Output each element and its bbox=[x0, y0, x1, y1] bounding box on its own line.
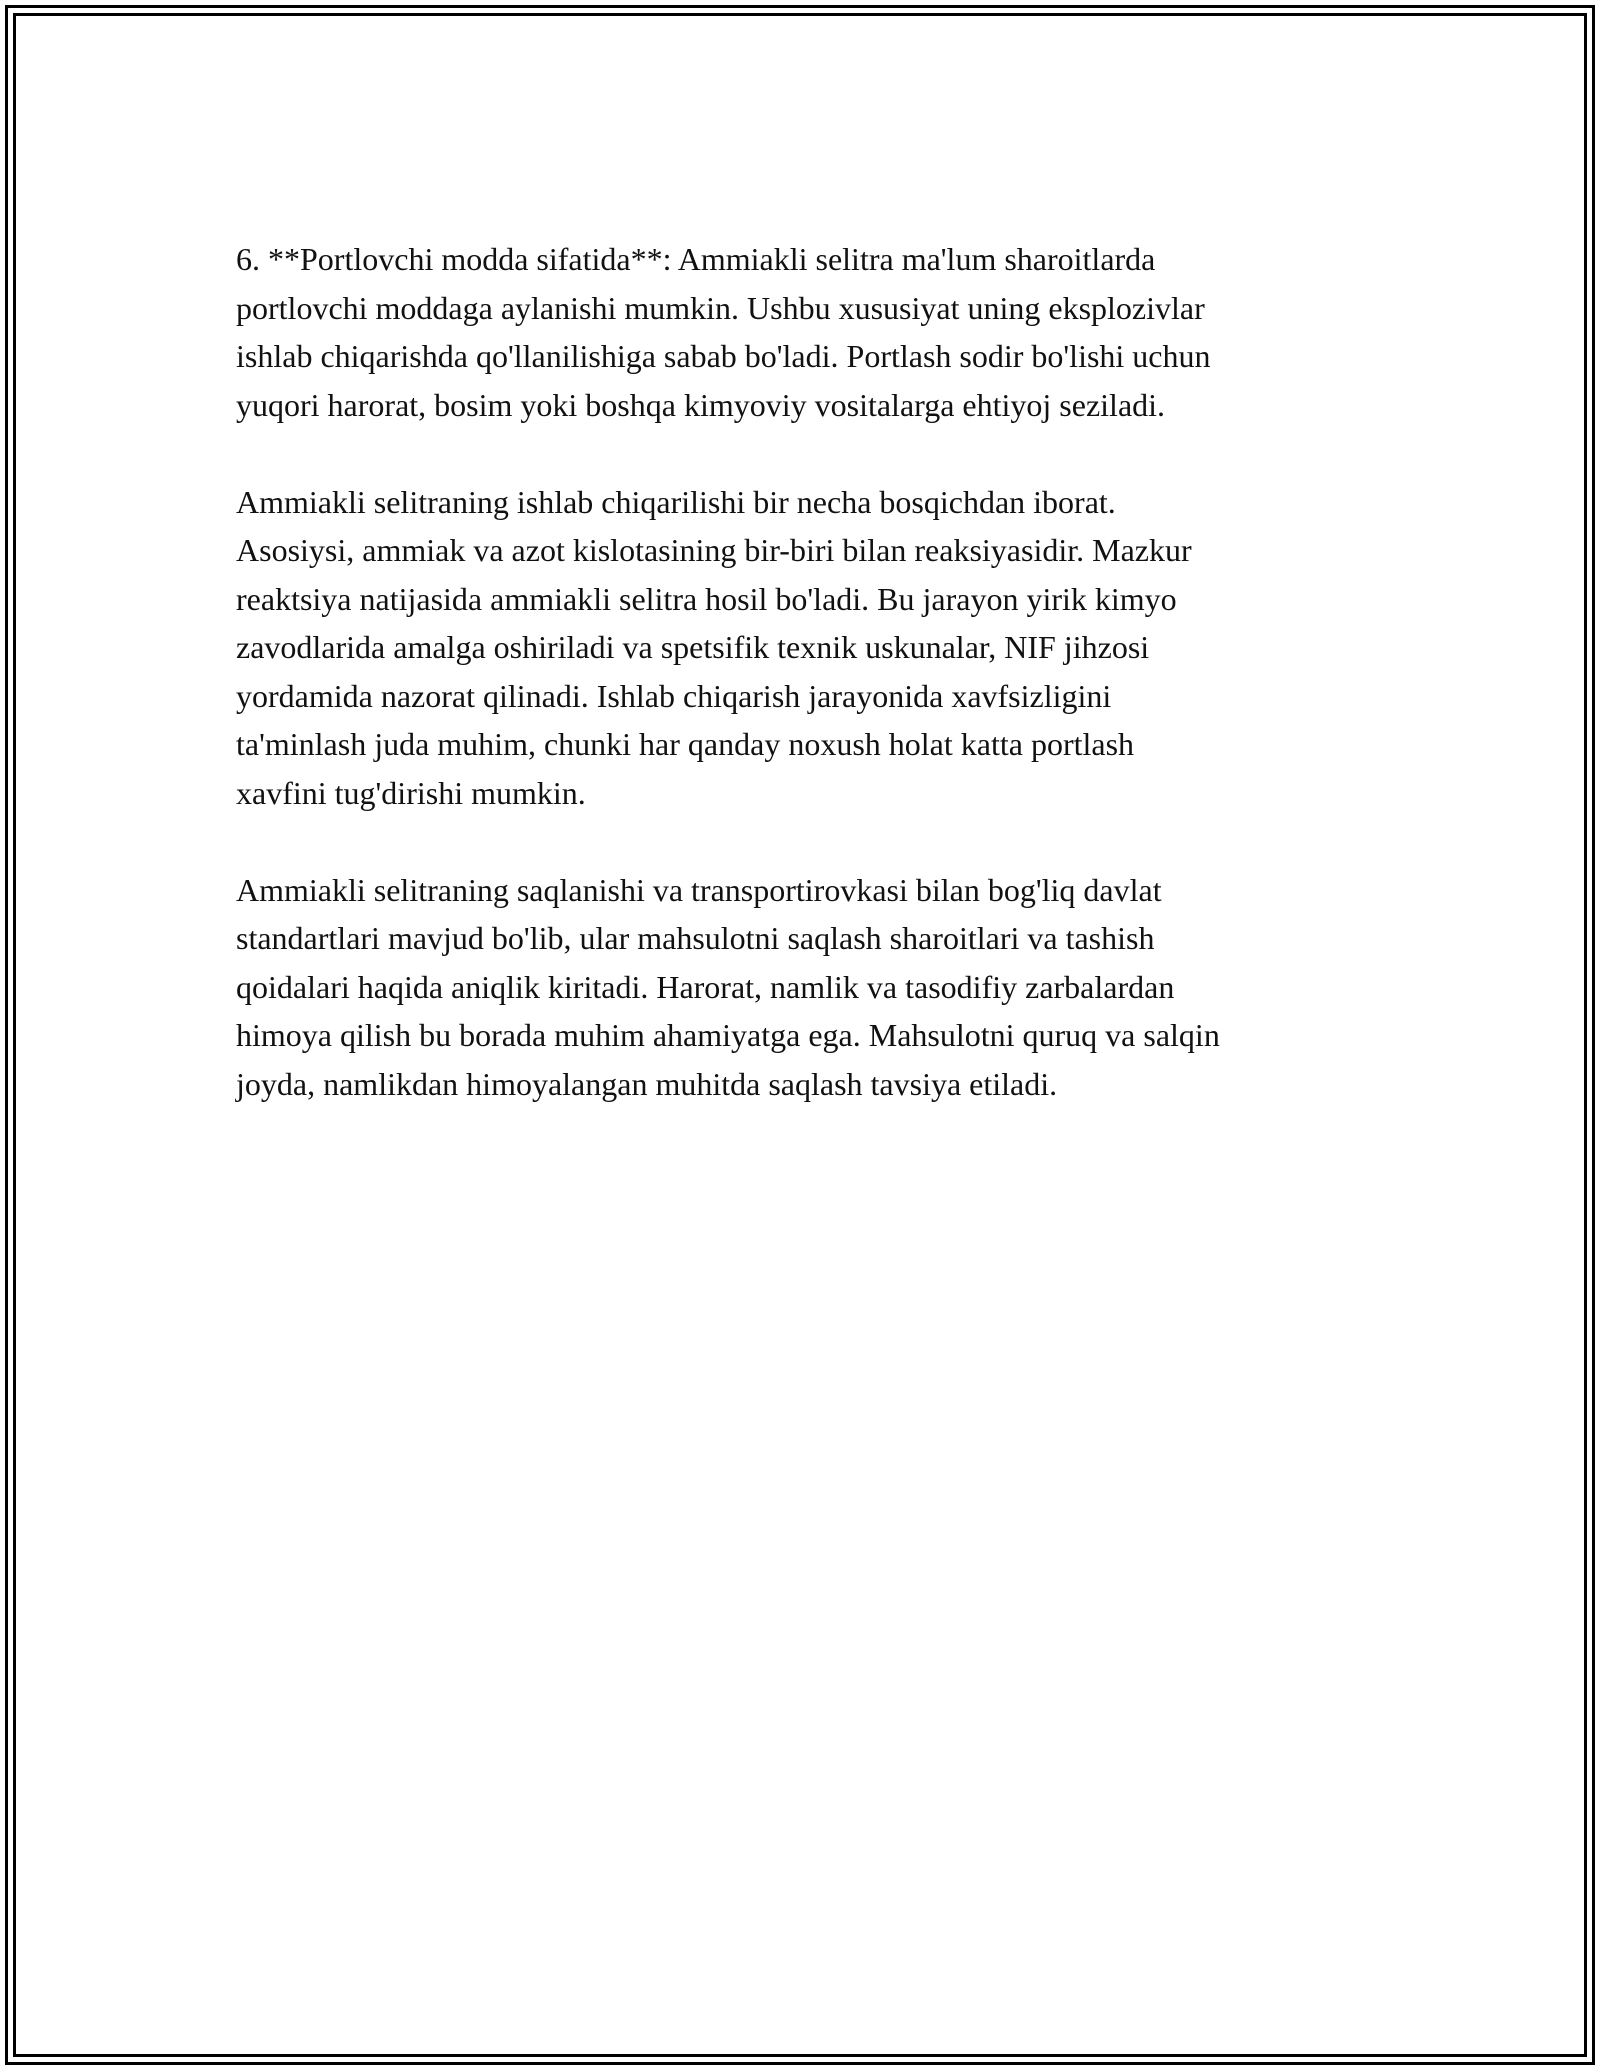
text-line: qoidalari haqida aniqlik kiritadi. Harorat, namlik va tasodifiy zarbalardan bbox=[236, 968, 1175, 1005]
text-line: xavfini tug'dirishi mumkin. bbox=[236, 774, 586, 811]
text-line: Ammiakli selitraning ishlab chiqarilishi bir necha bosqichdan iborat. bbox=[236, 483, 1116, 520]
text-line: yordamida nazorat qilinadi. Ishlab chiqarish jarayonida xavfsizligini bbox=[236, 677, 1112, 714]
paragraph-portlovchi-modda bbox=[236, 235, 1406, 429]
paragraph-ishlab-chiqarish bbox=[236, 478, 1406, 818]
text-line: Ammiakli selitraning saqlanishi va transportirovkasi bilan bog'liq davlat bbox=[236, 871, 1162, 908]
text-line: portlovchi moddaga aylanishi mumkin. Ushbu xususiyat uning eksplozivlar bbox=[236, 289, 1205, 326]
text-line: himoya qilish bu borada muhim ahamiyatga ega. Mahsulotni quruq va salqin bbox=[236, 1017, 1220, 1053]
paragraph-saqlash-transport bbox=[236, 866, 1406, 1109]
text-line: zavodlarida amalga oshiriladi va spetsifik texnik uskunalar, NIF jihzosi bbox=[236, 629, 1150, 665]
text-line: ta'minlash juda muhim, chunki har qanday noxush holat katta portlash bbox=[236, 726, 1135, 762]
document-body bbox=[236, 235, 1406, 1157]
text-line: ishlab chiqarishda qo'llanilishiga sabab bo'ladi. Portlash sodir bo'lishi uchun bbox=[236, 338, 1211, 374]
text-line: joyda, namlikdan himoyalangan muhitda saqlash tavsiya etiladi. bbox=[236, 1065, 1058, 1102]
text-line: yuqori harorat, bosim yoki boshqa kimyoviy vositalarga ehtiyoj seziladi. bbox=[236, 386, 1166, 423]
text-line: reaktsiya natijasida ammiakli selitra hosil bo'ladi. Bu jarayon yirik kimyo bbox=[236, 580, 1177, 617]
text-line: Asosiysi, ammiak va azot kislotasining bir-biri bilan reaksiyasidir. Mazkur bbox=[236, 532, 1192, 568]
text-line: 6. **Portlovchi modda sifatida**: Ammiakli selitra ma'lum sharoitlarda bbox=[236, 241, 1156, 277]
text-line: standartlari mavjud bo'lib, ular mahsulotni saqlash sharoitlari va tashish bbox=[236, 920, 1155, 956]
